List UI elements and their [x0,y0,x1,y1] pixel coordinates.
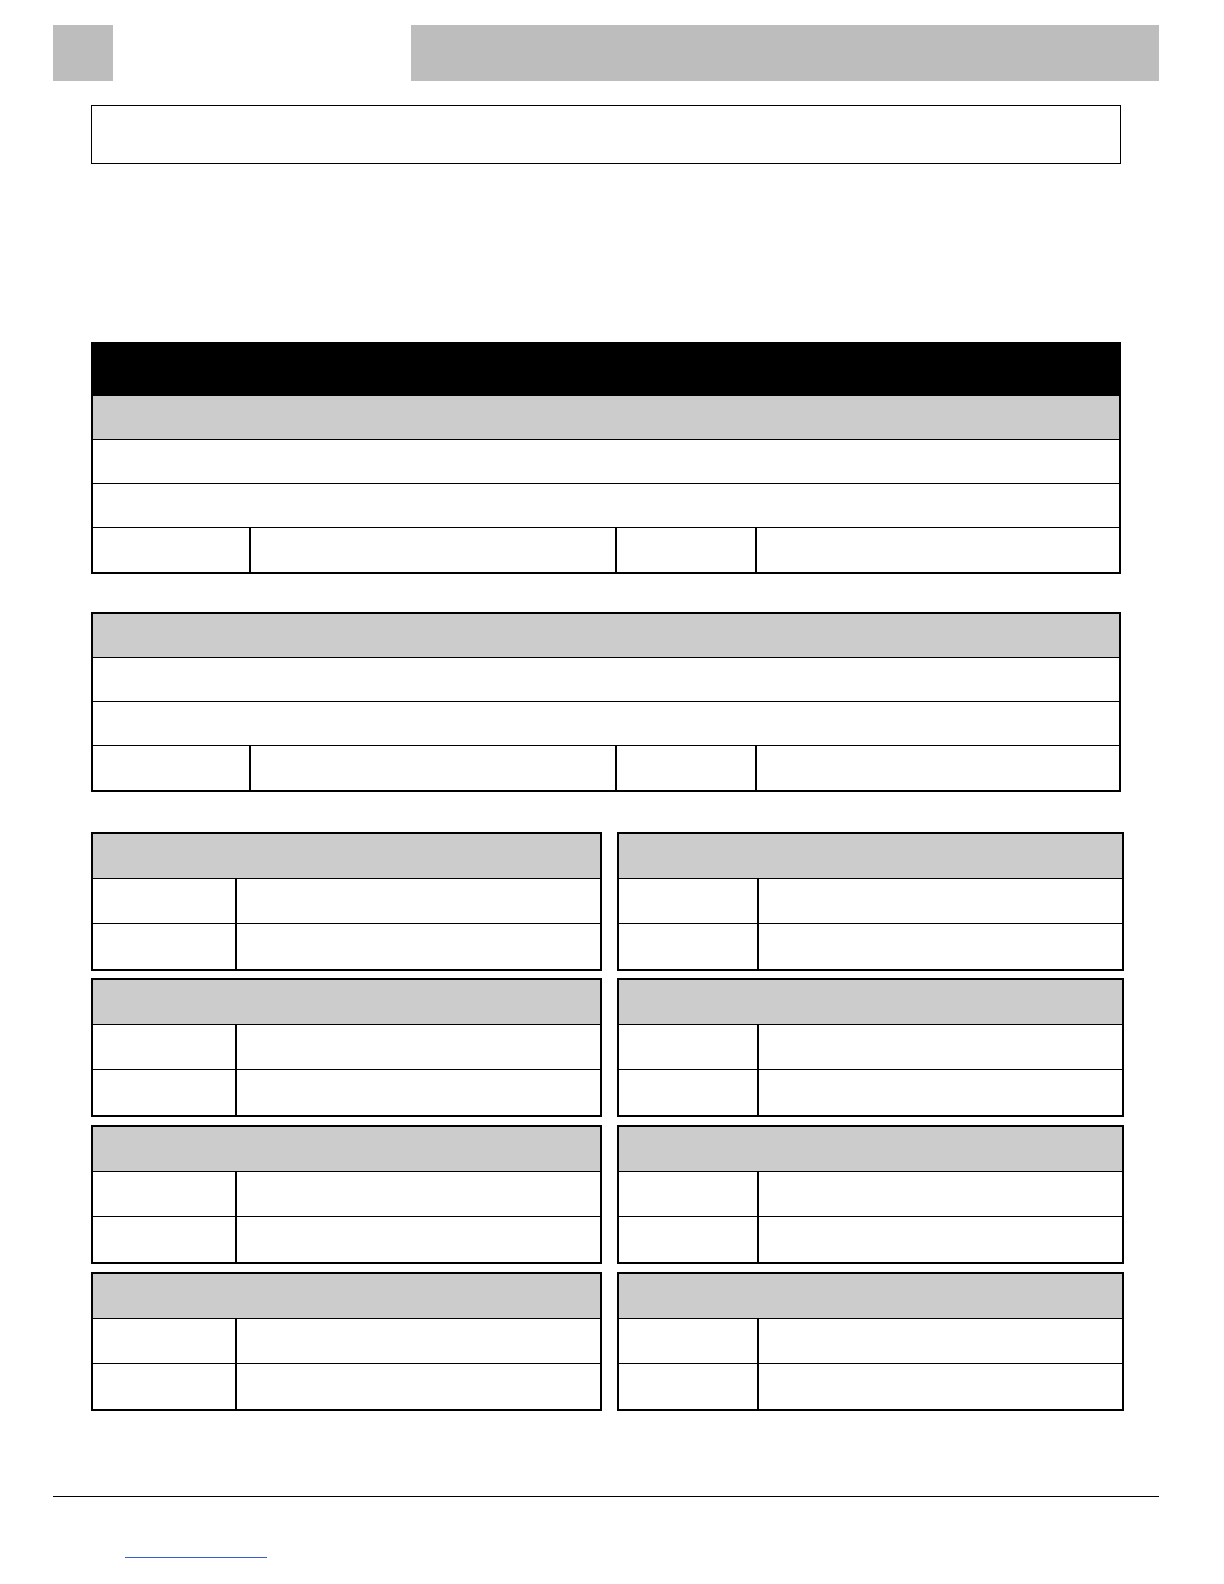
grid-block-label [93,1364,237,1409]
section-1-heading-row [93,396,1119,440]
grid-block-value[interactable] [237,1319,600,1363]
section-2-heading [93,614,1119,622]
grid-block-heading [619,834,1122,879]
grid-block-heading-text [93,1274,600,1282]
grid-block-heading-text [619,834,1122,842]
grid-block-row [93,1217,600,1262]
grid-block-row [619,879,1122,924]
grid-block-7 [91,1272,602,1411]
grid-block-heading [93,1274,600,1319]
section-2-line-2[interactable] [93,702,1119,746]
section-2-line-1-text [93,658,1119,666]
grid-block-row [93,1172,600,1217]
grid-block-label [619,1070,759,1115]
banner-text [91,339,103,362]
section-1-line-1[interactable] [93,440,1119,484]
grid-block-value[interactable] [759,1319,1122,1363]
grid-block-4 [617,978,1124,1117]
section-2-line-1[interactable] [93,658,1119,702]
section-2-value-b[interactable] [757,746,1119,790]
title-text [92,103,104,126]
section-1-heading [93,396,1119,404]
section-1-label-a [93,528,251,572]
grid-block-value[interactable] [237,1025,600,1069]
grid-block-heading [93,1127,600,1172]
grid-block-label [93,924,237,969]
grid-block-heading [93,980,600,1025]
grid-block-label [93,879,237,923]
footer-divider [53,1496,1159,1497]
grid-block-row [619,1217,1122,1262]
header-bar-text [411,22,423,45]
grid-block-2 [617,832,1124,971]
title-box[interactable] [91,105,1121,164]
grid-block-8 [617,1272,1124,1411]
section-2-line-2-text [93,702,1119,710]
grid-block-row [619,1025,1122,1070]
grid-block-label [93,1217,237,1262]
grid-block-row [619,924,1122,969]
grid-block-row [93,1025,600,1070]
grid-block-label [93,1070,237,1115]
grid-block-value[interactable] [759,1070,1122,1115]
logo-placeholder [53,25,113,81]
section-1-value-a[interactable] [251,528,617,572]
grid-block-heading [619,1274,1122,1319]
section-2-value-a[interactable] [251,746,617,790]
section-1-line-1-text [93,440,1119,448]
grid-block-1 [91,832,602,971]
grid-block-value[interactable] [759,924,1122,969]
section-1-line-2[interactable] [93,484,1119,528]
grid-block-value[interactable] [237,1172,600,1216]
grid-block-heading [619,980,1122,1025]
section-1-line-2-text [93,484,1119,492]
section-2-label-b [617,746,757,790]
grid-block-label [93,1172,237,1216]
grid-block-label [93,1319,237,1363]
grid-block-value[interactable] [759,1217,1122,1262]
grid-block-value[interactable] [759,1025,1122,1069]
grid-block-heading-text [619,1274,1122,1282]
grid-block-label [619,1025,759,1069]
info-section-2 [91,612,1121,792]
grid-block-heading [619,1127,1122,1172]
grid-block-row [93,924,600,969]
grid-block-heading-text [619,1127,1122,1135]
section-1-detail-row [93,528,1119,572]
grid-block-row [93,879,600,924]
grid-block-row [93,1070,600,1115]
grid-block-row [93,1319,600,1364]
grid-block-label [93,1025,237,1069]
grid-block-row [619,1070,1122,1115]
section-2-detail-row [93,746,1119,790]
grid-block-label [619,1172,759,1216]
header-bar [411,25,1159,81]
grid-block-value[interactable] [237,1070,600,1115]
section-2-heading-row [93,614,1119,658]
grid-block-value[interactable] [237,1217,600,1262]
grid-block-label [619,1364,759,1409]
footer-link[interactable] [125,1557,267,1558]
grid-block-row [619,1319,1122,1364]
grid-block-label [619,924,759,969]
grid-block-label [619,1319,759,1363]
grid-block-row [93,1364,600,1409]
section-1-value-b[interactable] [757,528,1119,572]
grid-block-heading [93,834,600,879]
grid-block-value[interactable] [237,924,600,969]
grid-block-heading-text [93,980,600,988]
grid-block-heading-text [93,834,600,842]
section-2-label-a [93,746,251,790]
grid-block-value[interactable] [759,1364,1122,1409]
grid-block-label [619,879,759,923]
grid-block-3 [91,978,602,1117]
grid-block-heading-text [619,980,1122,988]
grid-block-value[interactable] [759,879,1122,923]
section-1-label-b [617,528,757,572]
grid-block-6 [617,1125,1124,1264]
logo-text [53,22,65,45]
grid-block-row [619,1364,1122,1409]
grid-block-5 [91,1125,602,1264]
grid-block-row [619,1172,1122,1217]
grid-block-value[interactable] [237,1364,600,1409]
grid-block-heading-text [93,1127,600,1135]
grid-block-value[interactable] [237,879,600,923]
grid-block-value[interactable] [759,1172,1122,1216]
info-section-1 [91,394,1121,574]
grid-block-label [619,1217,759,1262]
section-banner [91,342,1121,395]
